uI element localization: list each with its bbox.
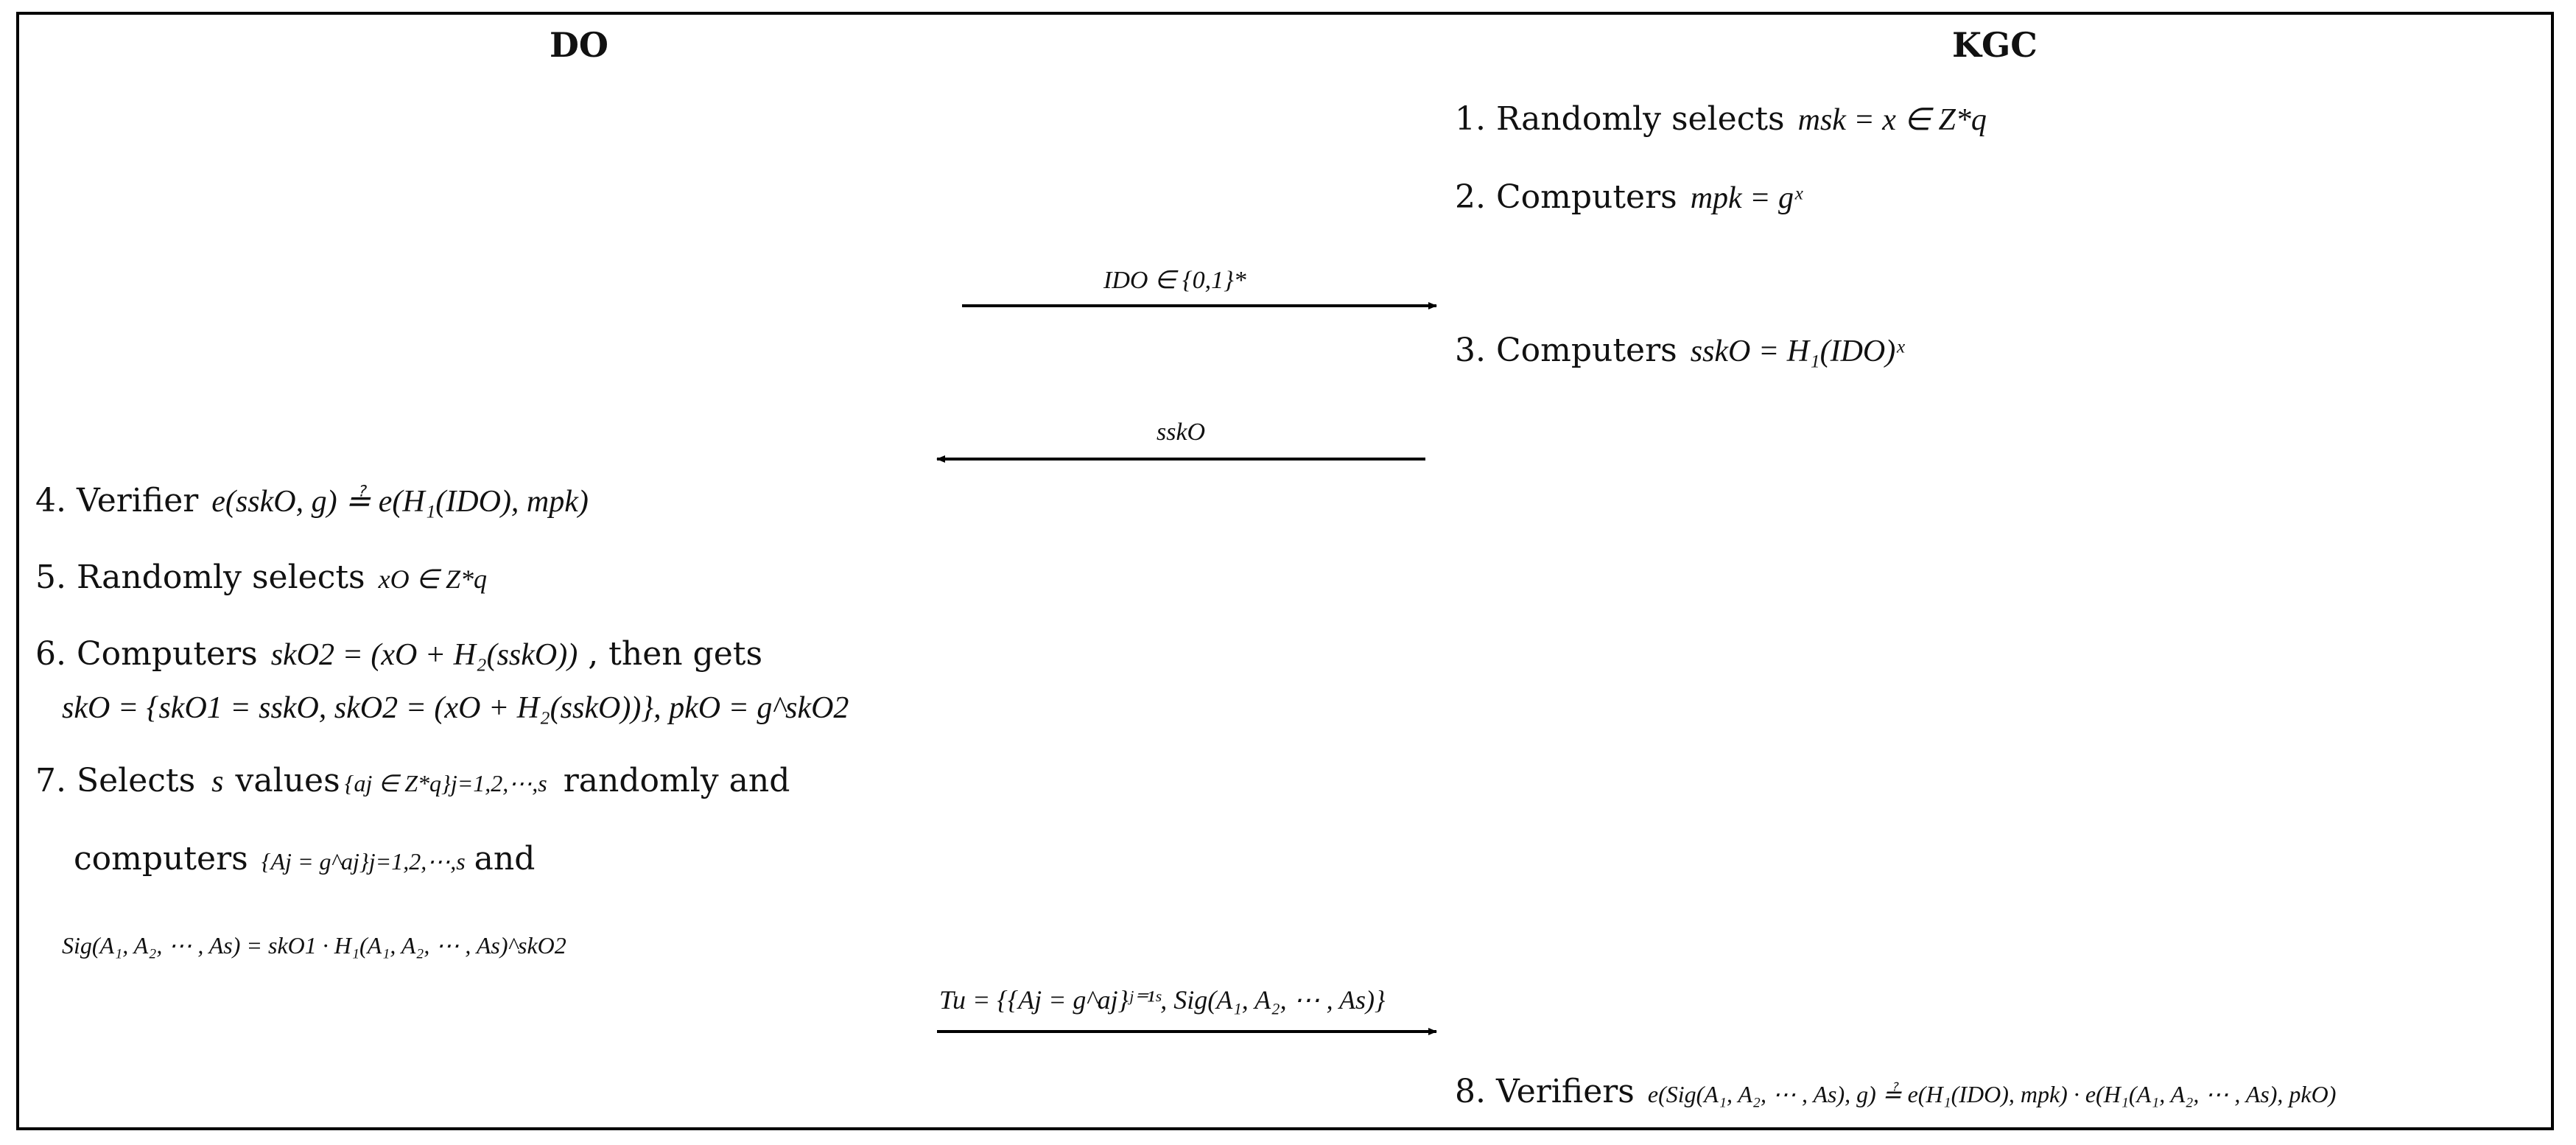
do-step-7-label: 7. Selects [35, 762, 196, 799]
do-step-7-var: s [211, 765, 224, 799]
do-step-6-math: skO2 = (xO + H₂(sskO)) [270, 638, 578, 672]
do-step-7-line2 [74, 840, 535, 878]
do-step-4-label: 4. Verifier [35, 482, 199, 519]
do-step-7-sig: Sig(A₁, A₂, ⋯ , As) = skO1 · H₁(A₁, A₂, ⋯ , As)^skO2 [62, 932, 566, 959]
message-id-label: IDO ∈ {0,1}* [1103, 267, 1246, 294]
do-step-7-line3 [62, 924, 566, 962]
do-step-7-aj: {Aj = g^aj}j=1,2,⋯,s [261, 848, 466, 875]
do-step-5-label: 5. Randomly selects [35, 559, 365, 596]
kgc-step-2-label: 2. Computers [1455, 178, 1677, 216]
kgc-step-1-math: msk = x ∈ Z*q [1797, 103, 1987, 137]
kgc-step-8-label: 8. Verifiers [1455, 1073, 1635, 1110]
do-step-5 [35, 559, 487, 596]
do-step-7-suffix: randomly and [563, 762, 790, 799]
do-step-4 [35, 482, 589, 519]
do-step-6-label: 6. Computers [35, 635, 258, 673]
do-step-7-and: and [474, 840, 536, 878]
kgc-step-2-math: mpk = gˣ [1690, 181, 1803, 215]
message-tu-label: Tu = {{Aj = g^aj}ʲ⁼¹ˢ, Sig(A₁, A₂, ⋯ , As)} [939, 985, 1386, 1015]
message-ssk-label: sskO [1157, 419, 1206, 446]
do-step-6-suffix: , then gets [588, 635, 763, 673]
kgc-step-3-label: 3. Computers [1455, 332, 1677, 369]
kgc-step-8 [1455, 1073, 2336, 1110]
do-step-7-set: {aj ∈ Z*q}j=1,2,⋯,s [344, 770, 547, 796]
kgc-step-8-math: e(Sig(A₁, A₂, ⋯ , As), g) ≟ e(H₁(IDO), mpk) · e(H₁(A₁, A₂, ⋯ , As), pkO) [1647, 1081, 2337, 1107]
do-step-4-math: e(sskO, g) ≟ e(H₁(IDO), mpk) [211, 485, 589, 519]
do-step-7 [35, 762, 790, 799]
kgc-step-1-label: 1. Randomly selects [1455, 100, 1785, 138]
do-step-6 [35, 635, 762, 673]
do-step-5-math: xO ∈ Z*q [378, 564, 487, 594]
do-step-7-values-label: values [235, 762, 340, 799]
do-step-7-computers-label: computers [74, 840, 248, 878]
kgc-header: KGC [1952, 25, 2038, 65]
do-header: DO [550, 25, 608, 65]
do-step-6-line2 [62, 688, 849, 726]
kgc-step-3-math: sskO = H₁(IDO)ˣ [1690, 335, 1905, 368]
do-step-6-keys: skO = {skO1 = sskO, skO2 = (xO + H₂(sskO))}, pkO = g^skO2 [62, 691, 849, 725]
